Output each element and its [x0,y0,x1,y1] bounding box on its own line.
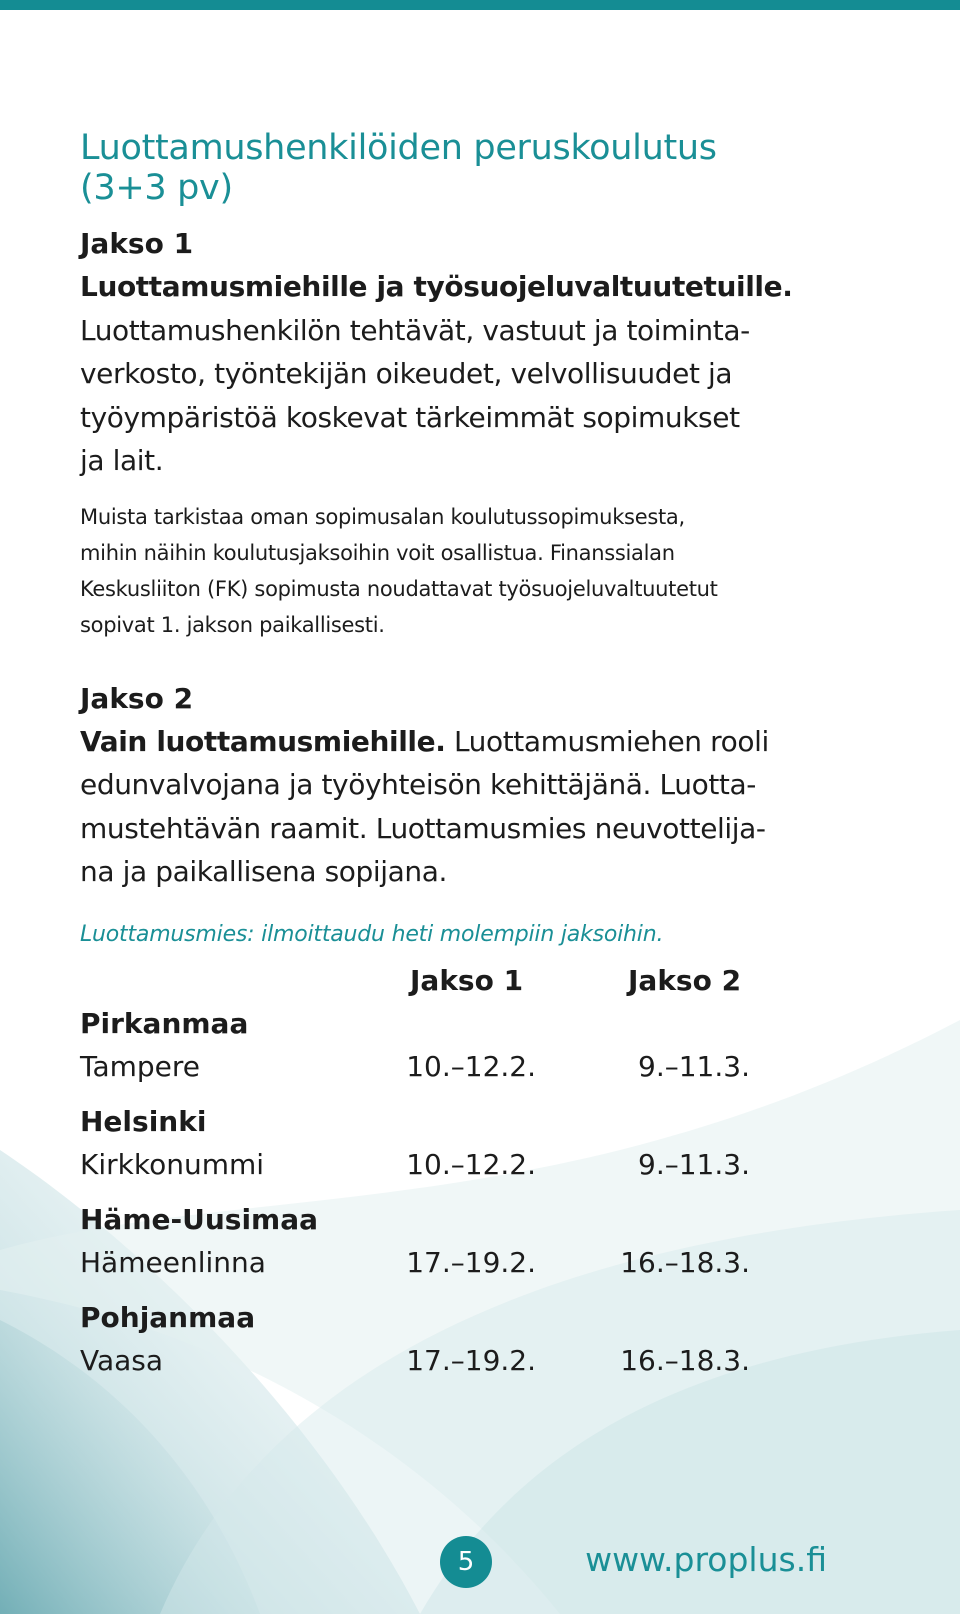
jakso-1-heading: Jakso 1 [80,227,194,260]
jakso-1-section [80,222,860,643]
city-name: Hämeenlinna [80,1245,266,1279]
region-name: Pirkanmaa [80,1006,249,1040]
page-title [80,128,860,208]
jakso-1-note [80,499,860,643]
region-name: Pohjanmaa [80,1300,256,1334]
schedule-table [80,960,860,1382]
jakso-1-body-line: Luottamushenkilön tehtävät, vastuut ja toiminta- [80,313,750,347]
region-name: Helsinki [80,1104,207,1138]
region-name: Häme-Uusimaa [80,1202,319,1236]
jakso-2-heading: Jakso 2 [80,681,194,715]
title-line-2: (3+3 pv) [80,168,233,208]
title-line-1: Luottamushenkilöiden peruskoulutus [80,128,717,168]
table-row [80,1144,860,1186]
schedule-header-row [80,960,860,1002]
jakso-2-body-line: na ja paikallisena sopijana. [80,855,448,888]
table-row [80,1046,860,1088]
note-line: Keskusliiton (FK) sopimusta noudattavat työsuojeluvaltuutetut [80,576,718,601]
jakso-1-lead: Luottamusmiehille ja työsuojeluvaltuutetuille. [80,270,793,303]
page-number-badge: 5 [440,1536,492,1588]
note-line: mihin näihin koulutusjaksoihin voit osallistua. Finanssialan [80,540,675,565]
jakso-2-body-line: edunvalvojana ja työyhteisön kehittäjänä. Luotta- [80,768,756,801]
jakso-1-body-line: työympäristöä koskevat tärkeimmät sopimukset [80,400,740,434]
jakso-2-date: 16.–18.3. [620,1343,750,1377]
jakso-1-body-line: ja lait. [80,444,164,477]
jakso-2-date: 9.–11.3. [638,1049,750,1083]
city-name: Kirkkonummi [80,1147,265,1181]
jakso-1-date: 17.–19.2. [406,1343,536,1377]
jakso-2-date: 16.–18.3. [620,1245,750,1279]
table-row [80,1340,860,1382]
jakso-1-body-line: verkosto, työntekijän oikeudet, velvollisuudet ja [80,357,733,390]
jakso-2-lead-rest: Luottamusmiehen rooli [445,724,769,758]
registration-notice: Luottamusmies: ilmoittaudu heti molempiin jaksoihin. [80,921,664,947]
page-content [80,128,860,1382]
note-line: sopivat 1. jakson paikallisesti. [80,612,385,637]
jakso-1-date: 10.–12.2. [406,1147,536,1181]
jakso-1-description [80,265,860,483]
jakso-1-date: 17.–19.2. [406,1245,536,1279]
table-row [80,1242,860,1284]
column-header-jakso-2: Jakso 2 [628,963,742,997]
website-link[interactable]: www.proplus.fi [585,1540,827,1579]
jakso-2-section [80,677,860,894]
city-name: Vaasa [80,1343,164,1377]
note-line: Muista tarkistaa oman sopimusalan koulutussopimuksesta, [80,504,685,529]
jakso-2-lead: Vain luottamusmiehille. [80,724,446,758]
column-header-jakso-1: Jakso 1 [410,963,524,997]
jakso-2-description [80,720,860,894]
jakso-2-body-line: mustehtävän raamit. Luottamusmies neuvottelija- [80,811,766,845]
jakso-2-date: 9.–11.3. [638,1147,750,1181]
city-name: Tampere [80,1049,201,1083]
jakso-1-date: 10.–12.2. [406,1049,536,1083]
